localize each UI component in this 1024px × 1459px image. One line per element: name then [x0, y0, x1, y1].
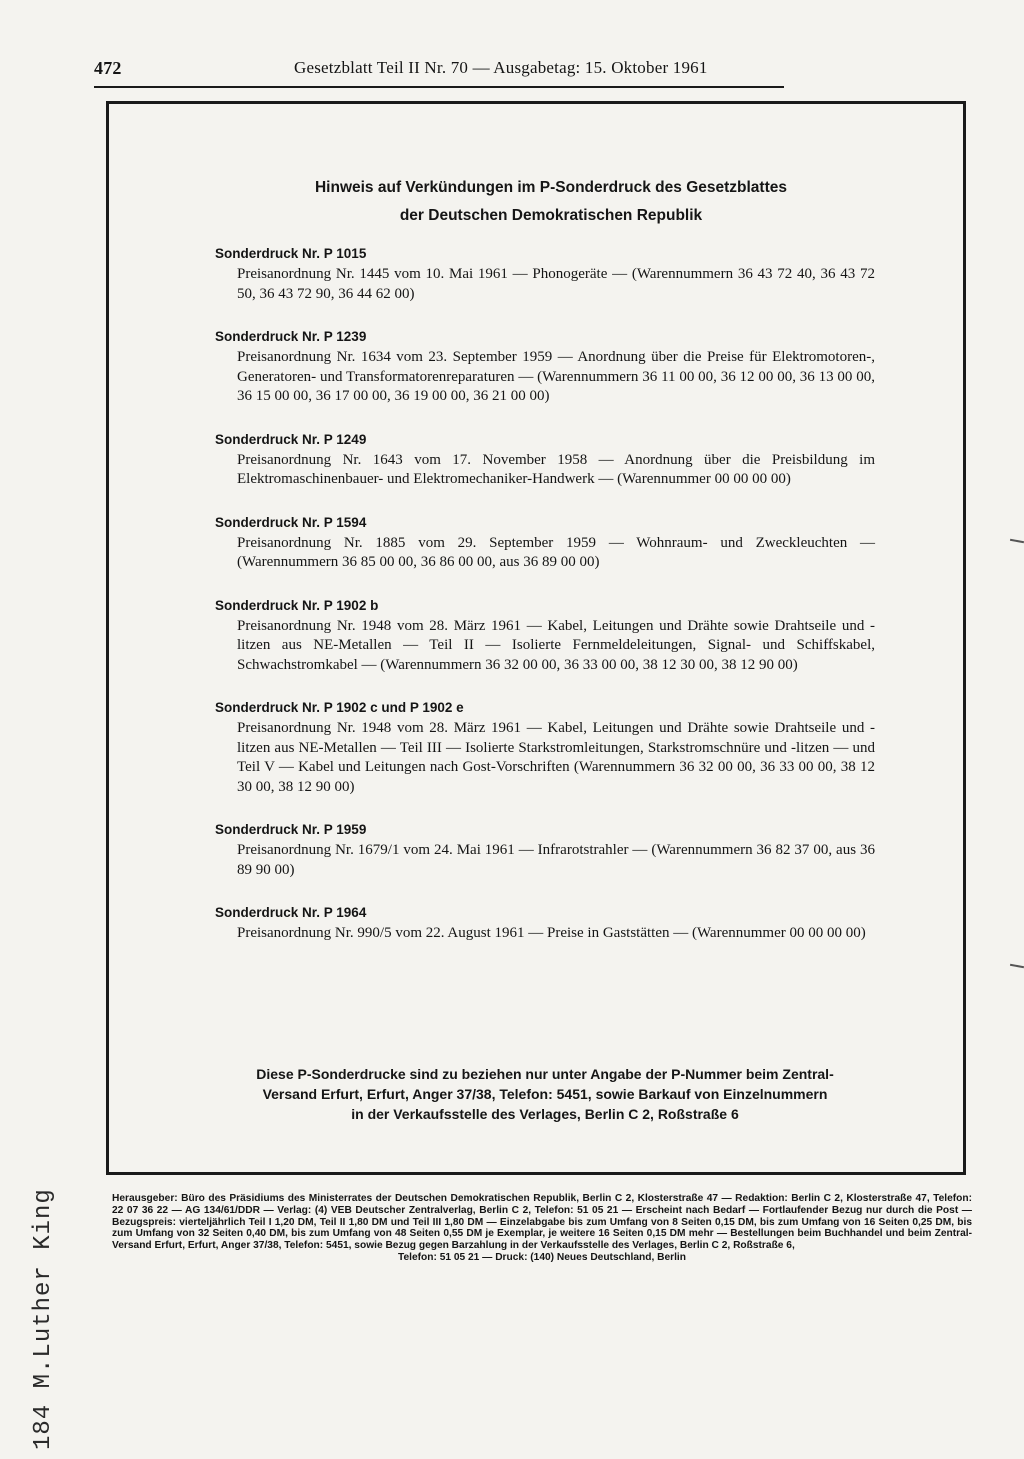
- entry-heading: Sonderdruck Nr. P 1902 c und P 1902 e: [215, 700, 464, 715]
- entry-p1015: [215, 243, 875, 304]
- margin-mark: [1010, 539, 1024, 543]
- entry-heading: Sonderdruck Nr. P 1239: [215, 329, 367, 344]
- entry-text: Preisanordnung Nr. 990/5 vom 22. August 1961 — Preise in Gaststätten — (Warennummer 00 00 00 00): [237, 925, 866, 941]
- entry-p1249: [215, 429, 875, 490]
- ordering-notice: [215, 1064, 875, 1124]
- notice-line-3: in der Verkaufsstelle des Verlages, Berlin C 2, Roßstraße 6: [351, 1106, 739, 1122]
- entry-text: Preisanordnung Nr. 1885 vom 29. September 1959 — Wohnraum- und Zweckleuchten — (Warennummern 36 85 00 00, 36 86 00 00, aus 36 89 00 00): [237, 534, 875, 570]
- page-title: [109, 174, 963, 230]
- entry-heading: Sonderdruck Nr. P 1015: [215, 246, 367, 261]
- running-head: Gesetzblatt Teil II Nr. 70 — Ausgabetag: 15. Oktober 1961: [294, 58, 708, 77]
- entry-text: Preisanordnung Nr. 1643 vom 17. November 1958 — Anordnung über die Preisbildung im Elektromaschinenbauer- und Elektromechaniker-Handwerk — (Warennummer 00 00 00 00): [237, 451, 875, 487]
- entry-list: [215, 243, 875, 966]
- title-line-1: Hinweis auf Verkündungen im P-Sonderdruck des Gesetzblattes: [314, 179, 787, 196]
- page-number: 472: [94, 58, 122, 78]
- notice-line-2: Versand Erfurt, Erfurt, Anger 37/38, Telefon: 5451, sowie Barkauf von Einzelnummern: [262, 1086, 828, 1102]
- entry-text: Preisanordnung Nr. 1679/1 vom 24. Mai 1961 — Infrarotstrahler — (Warennummern 36 82 37 00, aus 36 89 90 00): [237, 842, 875, 878]
- margin-stamp: 184 M.Luther King: [30, 1188, 57, 1450]
- notice-frame: [106, 101, 966, 1175]
- entry-heading: Sonderdruck Nr. P 1249: [215, 431, 367, 447]
- entry-text: Preisanordnung Nr. 1445 vom 10. Mai 1961 — Phonogeräte — (Warennummern 36 43 72 40, 36 43 72 50, 36 43 72 90, 36 44 62 00): [237, 266, 875, 302]
- imprint: [112, 1193, 972, 1264]
- margin-mark: [1010, 964, 1024, 968]
- entry-heading: Sonderdruck Nr. P 1594: [215, 514, 367, 530]
- notice-line-1: Diese P-Sonderdrucke sind zu beziehen nur unter Angabe der P-Nummer beim Zentral-: [256, 1066, 834, 1082]
- entry-p1902b: [215, 595, 875, 676]
- entry-p1902c-e: [215, 697, 875, 797]
- entry-p1239: [215, 326, 875, 407]
- entry-text: Preisanordnung Nr. 1948 vom 28. März 1961 — Kabel, Leitungen und Drähte sowie Drahtseile und -litzen aus NE-Metallen — Teil II — Isolierte Fernmeldeleitungen, Signal- und Schiffskabel, Schwachstromkabel — (Warennummern 36 32 00 00, 36 33 00 00, 38 12 30 00, 38 12 90 00): [237, 617, 875, 673]
- page-header: [94, 56, 784, 88]
- entry-heading: Sonderdruck Nr. P 1902 b: [215, 597, 379, 613]
- entry-text: Preisanordnung Nr. 1948 vom 28. März 1961 — Kabel, Leitungen und Drähte sowie Drahtseile und -litzen aus NE-Metallen — Teil III — Isolierte Starkstromleitungen, Starkstromschnüre und -litzen — und Teil V — Kabel und Leitungen nach Gost-Vorschriften (Warennummern 36 32 00 00, 36 33 00 00, 38 12 30 00, 38 12 90 00): [237, 720, 875, 795]
- entry-text: Preisanordnung Nr. 1634 vom 23. September 1959 — Anordnung über die Preise für Elektromotoren-, Generatoren- und Transformatorenreparaturen — (Warennummern 36 11 00 00, 36 12 00 00, 36 13 00 00, 36 15 00 00, 36 17 00 00, 36 19 00 00, 36 21 00 00): [237, 349, 875, 404]
- imprint-last-line: Telefon: 51 05 21 — Druck: (140) Neues Deutschland, Berlin: [398, 1251, 686, 1263]
- title-line-2: der Deutschen Demokratischen Republik: [399, 207, 703, 224]
- entry-p1964: [215, 902, 875, 944]
- entry-p1959: [215, 819, 875, 880]
- entry-p1594: [215, 512, 875, 573]
- entry-heading: Sonderdruck Nr. P 1959: [215, 822, 367, 837]
- entry-heading: Sonderdruck Nr. P 1964: [215, 905, 367, 920]
- imprint-text: Herausgeber: Büro des Präsidiums des Ministerrates der Deutschen Demokratischen Republik, Berlin C 2, Klosterstraße 47 — Redaktion: Berlin C 2, Klosterstraße 47, Telefon: 22 07 36 22 — AG 134/61/DDR — Verlag: (4) VEB Deutscher Zentralverlag, Berlin C 2, Telefon: 51 05 21 — Erscheint nach Bedarf — Fortlaufender Bezug nur durch die Post — Bezugspreis: vierteljährlich Teil I 1,20 DM, Teil II 1,80 DM und Teil III 1,80 DM — Einzelabgabe bis zum Umfang von 8 Seiten 0,15 DM, bis zum Umfang von 16 Seiten 0,25 DM, bis zum Umfang von 32 Seiten 0,40 DM, bis zum Umfang von 48 Seiten 0,55 DM je Exemplar, je weitere 16 Seiten 0,15 DM mehr — Bestellungen beim Buchhandel und beim Zentral-Versand Erfurt, Erfurt, Anger 37/38, Telefon: 5451, sowie Bezug gegen Barzahlung in der Verkaufsstelle des Verlages, Berlin C 2, Roßstraße 6,: [112, 1193, 972, 1252]
